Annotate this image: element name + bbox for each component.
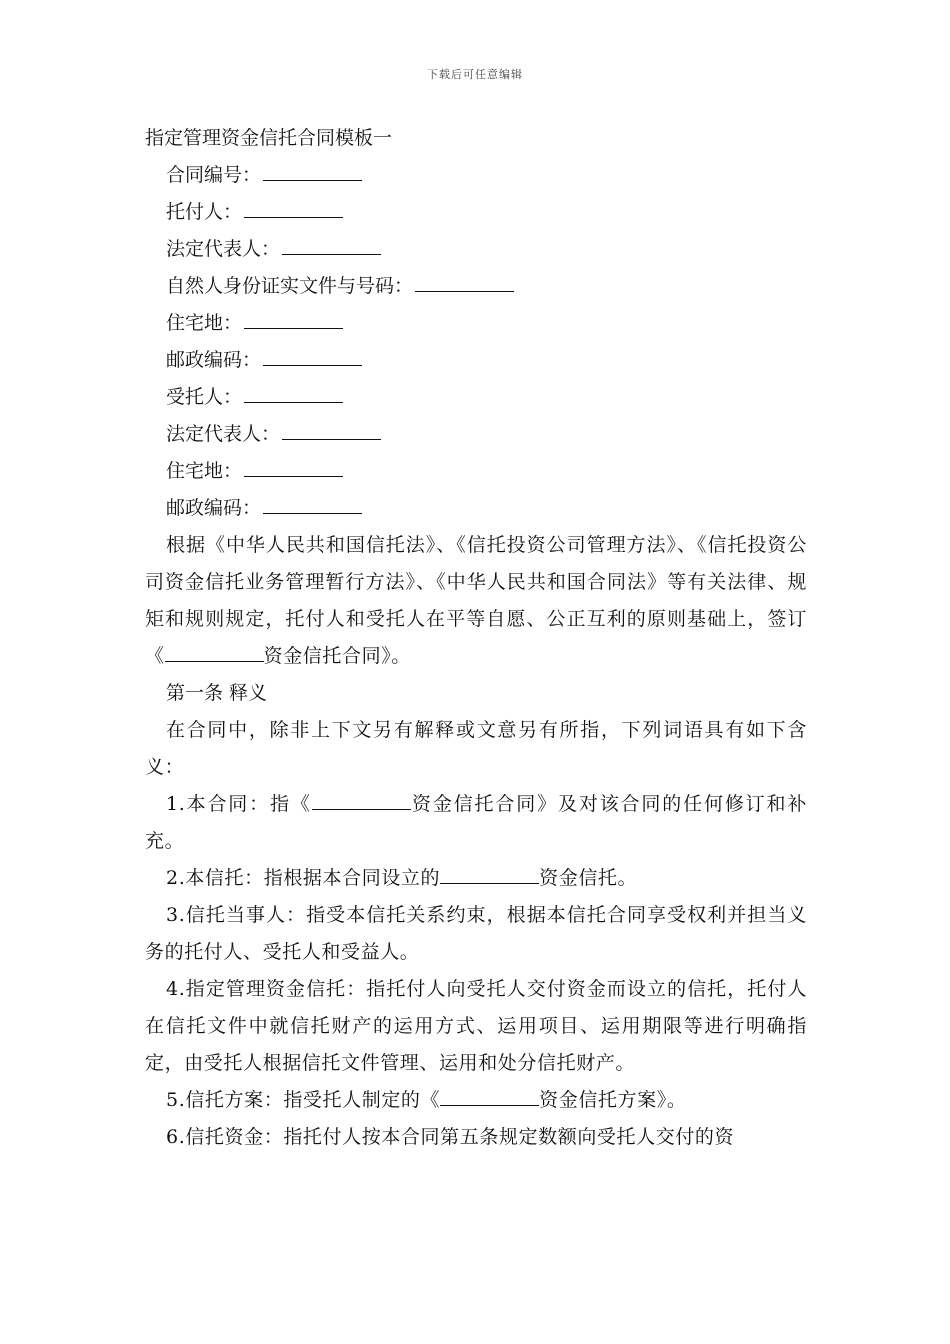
fill-blank[interactable] (282, 417, 381, 440)
fill-blank[interactable] (244, 306, 343, 329)
definition-text: 2.本信托：指根据本合同设立的 (166, 867, 441, 889)
fill-blank[interactable] (312, 789, 411, 810)
field-label: 合同编号： (166, 164, 262, 186)
field-principal-legal-rep (145, 231, 807, 268)
definition-item (145, 786, 807, 860)
fill-blank[interactable] (415, 269, 514, 292)
definition-item: 3.信托当事人：指受本信托关系约束，根据本信托合同享受权利并担当义务的托付人、受托人和受益人。 (145, 904, 807, 963)
field-contract-number (145, 157, 807, 194)
fill-blank[interactable] (440, 863, 539, 884)
field-trustee-legal-rep (145, 416, 807, 453)
field-label: 邮政编码： (166, 349, 262, 371)
definition-item: 4.指定管理资金信托：指托付人向受托人交付资金而设立的信托，托付人在信托文件中就信托财产的运用方式、运用项目、运用期限等进行明确指定，由受托人根据信托文件管理、运用和处分信托财产。 (145, 978, 807, 1074)
field-label: 法定代表人： (166, 423, 281, 445)
party-fields (145, 157, 807, 527)
field-trustee-postcode (145, 490, 807, 527)
preamble-paragraph (145, 527, 807, 675)
definition-text-end: 资金信托。 (539, 867, 638, 889)
preamble-text-end: 资金信托合同》。 (263, 645, 411, 667)
header-note: 下载后可任意编辑 (427, 68, 523, 81)
fill-blank[interactable] (440, 1085, 539, 1106)
definition-item (145, 860, 807, 897)
definition-item (145, 1082, 807, 1119)
field-principal (145, 194, 807, 231)
field-label: 自然人身份证实文件与号码： (166, 275, 414, 297)
field-trustee (145, 379, 807, 416)
definition-text-end: 资金信托合同》及对该合同的任何修订和补充。 (145, 793, 807, 852)
field-label: 邮政编码： (166, 497, 262, 519)
field-principal-address (145, 305, 807, 342)
document-title: 指定管理资金信托合同模板一 (145, 127, 393, 149)
field-label: 托付人： (166, 201, 243, 223)
definition-text: 1.本合同：指《 (166, 793, 312, 815)
field-label: 法定代表人： (166, 238, 281, 260)
definition-item: 6.信托资金：指托付人按本合同第五条规定数额向受托人交付的资 (166, 1126, 735, 1148)
fill-blank[interactable] (165, 641, 264, 662)
fill-blank[interactable] (282, 232, 381, 255)
field-label: 住宅地： (166, 312, 243, 334)
field-trustee-address (145, 453, 807, 490)
fill-blank[interactable] (263, 491, 362, 514)
definition-text-end: 资金信托方案》。 (539, 1089, 687, 1111)
definition-text: 5.信托方案：指受托人制定的《 (166, 1089, 441, 1111)
fill-blank[interactable] (263, 343, 362, 366)
fill-blank[interactable] (263, 158, 362, 181)
preamble-text: 根据《中华人民共和国信托法》、《信托投资公司管理方法》、《信托投资公司资金信托业务管理暂行方法》、《中华人民共和国合同法》等有关法律、规矩和规则规定，托付人和受托人在平等自愿、公正互利的原则基础上，签订《 (145, 534, 807, 667)
field-principal-postcode (145, 342, 807, 379)
fill-blank[interactable] (244, 195, 343, 218)
field-label: 住宅地： (166, 460, 243, 482)
fill-blank[interactable] (244, 380, 343, 403)
article-intro: 在合同中，除非上下文另有解释或文意另有所指，下列词语具有如下含义： (145, 719, 807, 778)
field-id-document (145, 268, 807, 305)
fill-blank[interactable] (244, 454, 343, 477)
article-heading: 第一条 释义 (166, 682, 268, 704)
field-label: 受托人： (166, 386, 243, 408)
document-body (145, 120, 807, 1156)
